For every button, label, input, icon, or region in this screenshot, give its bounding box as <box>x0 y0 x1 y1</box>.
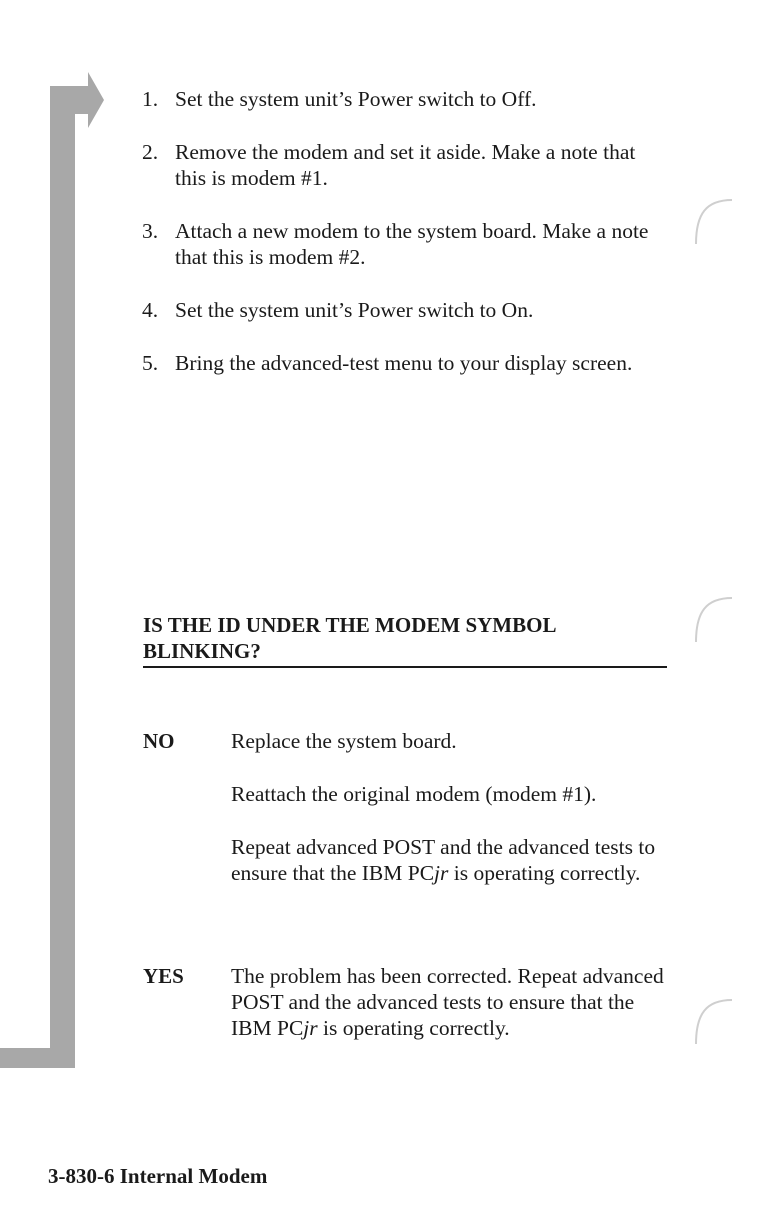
tab-mark-icon <box>692 196 740 248</box>
step-item <box>142 350 662 376</box>
flowchart-connector-foot <box>0 1048 75 1068</box>
tab-mark-icon <box>692 594 740 646</box>
section-title: Internal Modem <box>119 1164 268 1188</box>
answer-no-body <box>231 728 671 913</box>
step-number: 2. <box>142 140 159 164</box>
step-number: 3. <box>142 219 159 243</box>
flowchart-connector-bar <box>50 88 75 1068</box>
answer-paragraph <box>231 834 671 886</box>
answer-text: is operating correctly. <box>448 861 641 885</box>
step-text: Set the system unit’s Power switch to Off. <box>175 87 537 111</box>
page-footer <box>48 1164 267 1189</box>
product-suffix: jr <box>434 861 449 885</box>
step-item <box>142 297 662 323</box>
step-text: Bring the advanced-test menu to your display screen. <box>175 351 633 375</box>
product-suffix: jr <box>303 1016 318 1040</box>
step-item <box>142 139 662 191</box>
step-number: 5. <box>142 351 159 375</box>
answer-yes-label: YES <box>143 964 184 988</box>
answer-yes-body <box>231 963 671 1068</box>
step-item <box>142 86 662 112</box>
step-text: Remove the modem and set it aside. Make a note that this is modem #1. <box>175 140 636 190</box>
answer-paragraph: Reattach the original modem (modem #1). <box>231 782 597 806</box>
flowchart-arrow-icon <box>50 72 105 132</box>
step-item <box>142 218 662 270</box>
procedure-steps <box>142 86 662 403</box>
answer-paragraph <box>231 963 671 1041</box>
answer-text: The problem has been corrected. Repeat advanced POST and the advanced tests to ensure that the IBM PC <box>231 964 664 1040</box>
answer-text: Repeat advanced POST and the advanced tests to ensure that the IBM PC <box>231 835 656 885</box>
answer-paragraph: Replace the system board. <box>231 729 457 753</box>
answer-no-label: NO <box>143 729 175 753</box>
step-text: Set the system unit’s Power switch to On. <box>175 298 534 322</box>
tab-mark-icon <box>692 996 740 1048</box>
step-number: 1. <box>142 87 159 111</box>
page-number: 3-830-6 <box>48 1164 115 1188</box>
step-text: Attach a new modem to the system board. Make a note that this is modem #2. <box>175 219 649 269</box>
answer-text: is operating correctly. <box>317 1016 510 1040</box>
decision-question: IS THE ID UNDER THE MODEM SYMBOL BLINKING? <box>143 612 667 668</box>
step-number: 4. <box>142 298 159 322</box>
